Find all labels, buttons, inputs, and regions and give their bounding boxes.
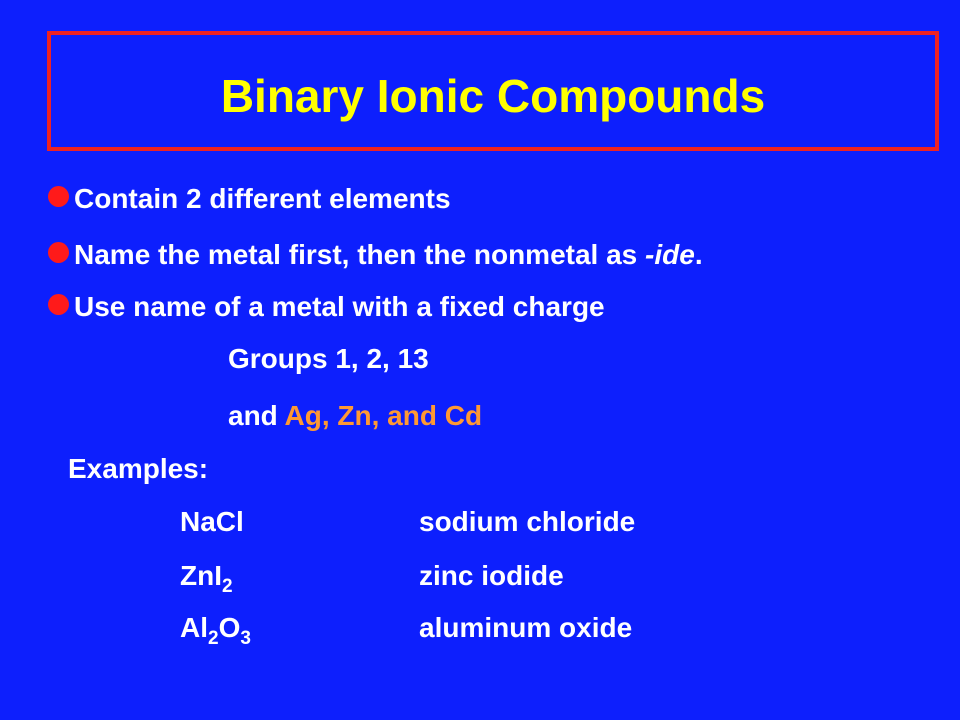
- slide-title: Binary Ionic Compounds: [220, 70, 766, 122]
- and-word: and: [228, 400, 285, 431]
- compound-name: sodium chloride: [419, 506, 636, 537]
- formula-nacl: [180, 502, 244, 542]
- formula-subscript: 2: [222, 576, 233, 597]
- ide-suffix: -ide: [645, 239, 695, 270]
- groups-line: Groups 1, 2, 13: [228, 343, 429, 374]
- bullet-dot-icon: [48, 242, 69, 263]
- bullet-item: [48, 179, 451, 219]
- metals-list: Ag, Zn, and Cd: [284, 400, 483, 431]
- bullet-text: Contain 2 different elements: [74, 183, 451, 214]
- formula-zni2: [180, 556, 233, 596]
- formula-subscript: 2: [208, 628, 219, 649]
- bullet-dot-icon: [48, 186, 69, 207]
- formula-al2o3: [180, 608, 251, 648]
- bullet-text-before: Name the metal first, then the nonmetal as: [74, 239, 646, 270]
- formula-text: O: [218, 612, 241, 643]
- compound-name: zinc iodide: [419, 560, 564, 591]
- formula-text: Al: [180, 612, 208, 643]
- examples-label: Examples:: [68, 453, 209, 484]
- bullet-item: [48, 287, 605, 327]
- bullet-text: Use name of a metal with a fixed charge: [74, 291, 605, 322]
- metals-line: [228, 396, 482, 436]
- bullet-item: [48, 235, 703, 275]
- bullet-text-after: .: [694, 239, 703, 270]
- bullet-dot-icon: [48, 294, 69, 315]
- formula-subscript: 3: [240, 628, 251, 649]
- title-box: [47, 31, 939, 151]
- formula-text: ZnI: [180, 560, 222, 591]
- bullet-text: [74, 235, 703, 275]
- compound-name: aluminum oxide: [419, 612, 633, 643]
- formula-text: NaCl: [180, 506, 244, 537]
